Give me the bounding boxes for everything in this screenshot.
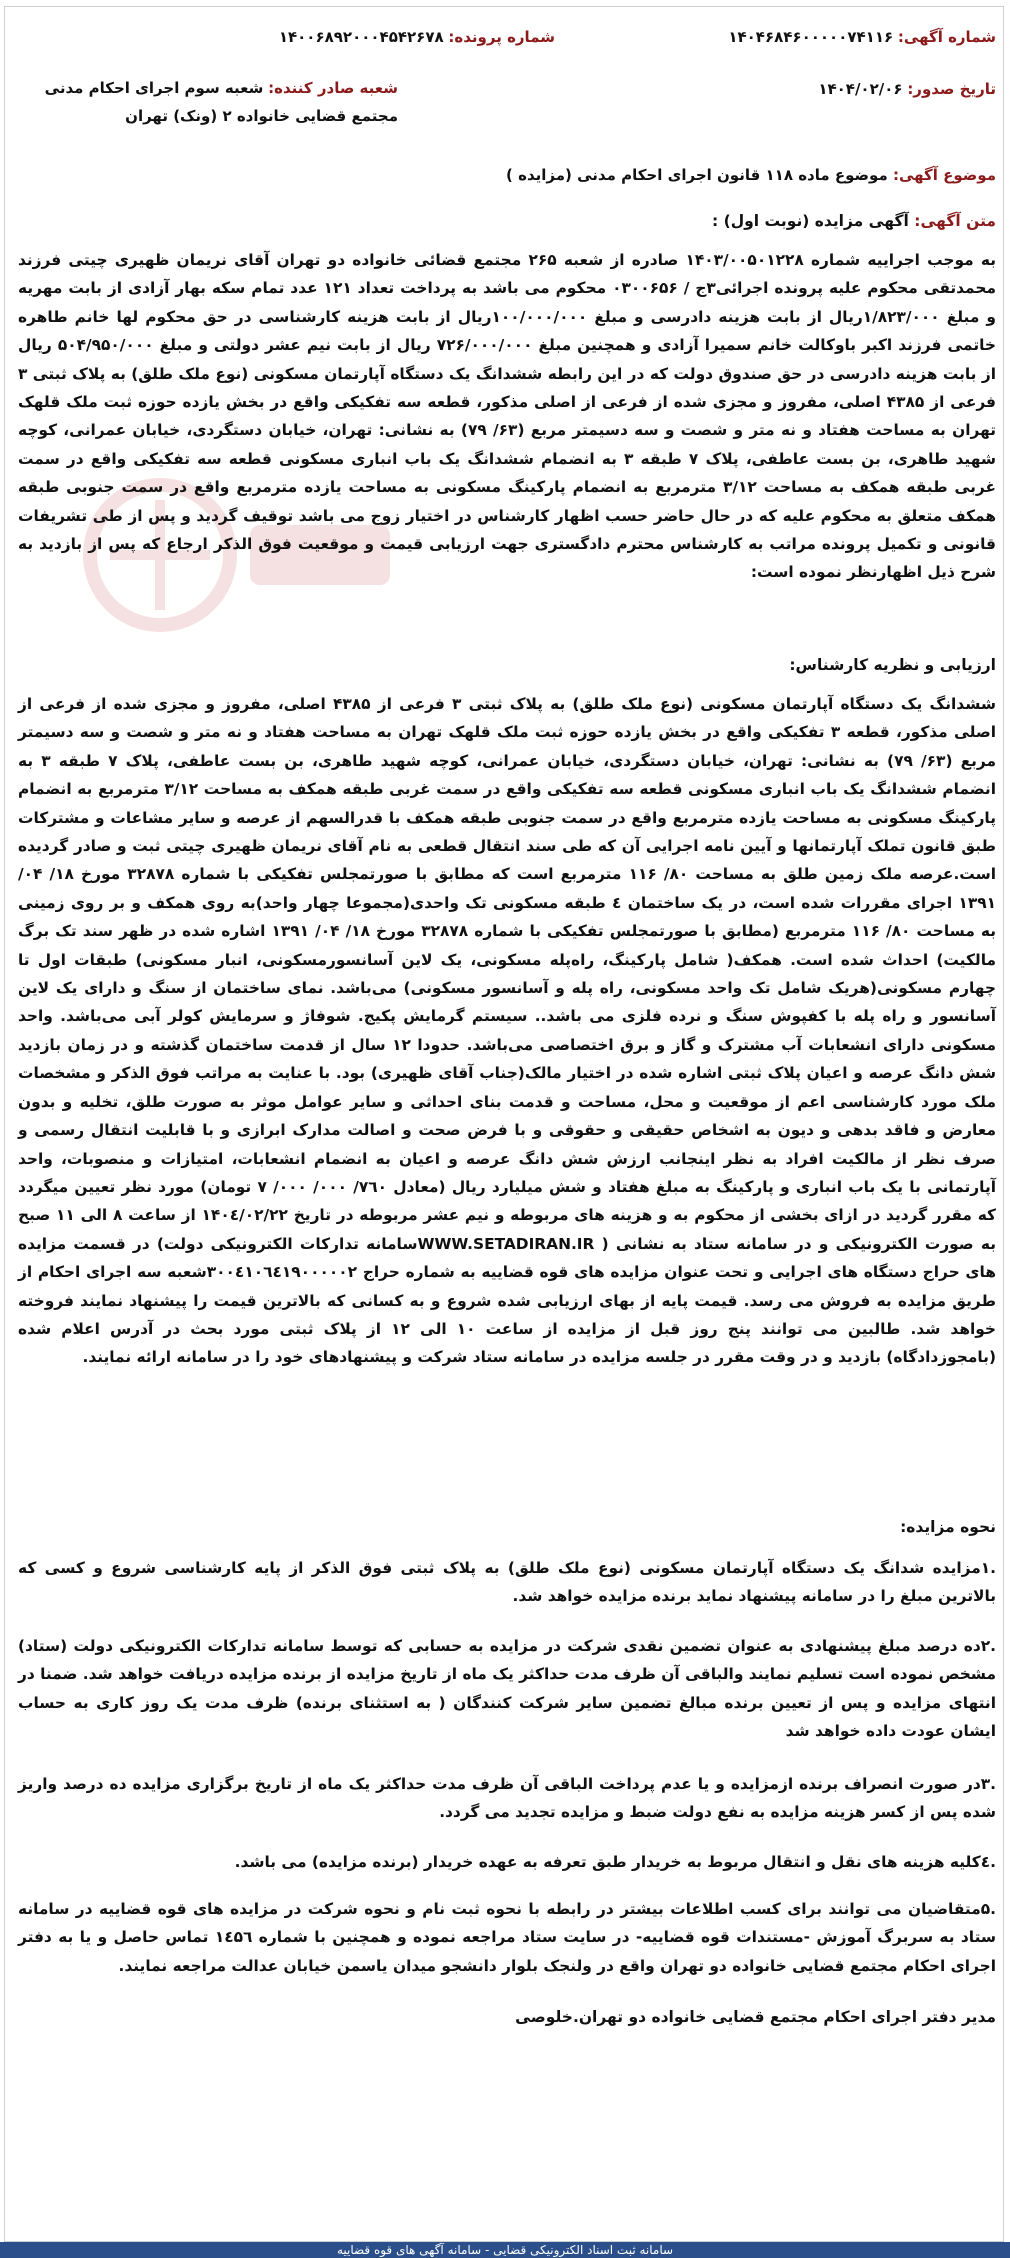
- text-title-row: [712, 212, 996, 230]
- method-heading: نحوه مزایده:: [900, 1518, 996, 1536]
- issuing-branch: شعبه سوم اجرای احکام مدنی مجتمع قضایی خانواده ۲ (ونک) تهران: [44, 79, 398, 125]
- issue-date-row: [818, 78, 996, 100]
- case-number-row: [279, 26, 555, 48]
- issuing-branch-row: [6, 74, 398, 130]
- method-item-1: .۱مزایده شدانگ یک دستگاه آپارتمان مسکونی (نوع ملک طلق) به پلاک ثبتی فوق الذکر از پایه کارشناسی شروع و کسی که بالاترین مبلغ را در سامانه پیشنهاد نماید برنده مزایده خواهد شد.: [18, 1559, 996, 1606]
- subject-text: موضوع ماده ۱۱۸ قانون اجرای احکام مدنی (مزایده ): [506, 166, 888, 184]
- signature: مدیر دفتر اجرای احکام مجتمع قضایی خانواده دو تهران.خلوصی: [515, 2008, 996, 2026]
- case-number: ۱۴۰۰۶۸۹۲۰۰۰۴۵۴۲۶۷۸: [278, 28, 444, 46]
- issue-date-label: تاریخ صدور:: [907, 80, 996, 98]
- text-title: آگهی مزایده (نوبت اول) :: [712, 212, 909, 230]
- assessment-heading: ارزیابی و نظریه کارشناس:: [789, 656, 996, 674]
- method-item-4: .٤کلیه هزینه های نقل و انتقال مربوط به خریدار طبق تعرفه به عهده خریدار (برنده مزایده) می باشد.: [234, 1853, 996, 1871]
- assessment-paragraph: ششدانگ یک دستگاه آپارتمان مسکونی (نوع ملک طلق) به پلاک ثبتی ۳ فرعی از ۴۳۸۵ اصلی، مفروز و مجزی شده از فرعی از اصلی مذکور، قطعه ۳ تفکیکی واقع در بخش یازده حوزه ثبت ملک قلهک تهران به مساحت هفتاد و نه متر و شصت و سه دسیمتر مربع (۶۳/ ۷۹) به نشانی: تهران، خیابان دستگردی، خیابان عمرانی، کوچه شهید طاهری، بن بست عاطفی، پلاک ۷ طبقه ۳ به انضمام ششدانگ یک باب انباری مسکونی قطعه سه تفکیکی واقع در سمت غربی طبقه همکف به مساحت ۳/۱۲ مترمربع به انضمام پارکینگ مسکونی به مساحت یازده مترمربع واقع در سمت جنوبی طبقه همکف با قدرالسهم از عرصه و سایر مشاعات و مشترکات طبق قانون تملک آپارتمانها و آیین نامه اجرایی آن که طی سند انتقال قطعی به نام آقای نریمان ظهیری چیتی ثبت و صادر گردیده است.عرصه ملک زمین طلق به مساحت ۸۰/ ۱۱۶ مترمربع است که مطابق با صورتمجلس تفکیکی با شماره ۳۲۸۷۸ مورخ ۱۸/ ۰۴/ ۱۳۹۱ اجرای مقررات شده است، در یک ساختمان ٤ طبقه مسکونی تک واحدی(مجموعا چهار واحد)به روی همکف و بر روی زمینی به مساحت ۸۰/ ۱۱۶ مترمربع (مطابق با صورتمجلس تفکیکی با شماره ۳۲۸۷۸ مورخ ۱۸/ ۰۴/ ۱۳۹۱ اشاره شده در ظهر سند تک برگ مالکیت) احداث شده است. همکف( شامل پارکینگ، راه‌پله مسکونی، یک لاین آسانسورمسکونی، انبار مسکونی) طبقات اول تا چهارم مسکونی(هریک شامل تک واحد مسکونی، راه پله و آسانسور مسکونی) می‌باشد. نمای ساختمان از سنگ و دارای یک لاین آسانسور و راه پله با کفپوش سنگ و نرده فلزی می باشد.. سیستم گرمایش پکیج. شوفاژ و سرمایش کولر آبی می‌باشد. واحد مسکونی دارای انشعابات آب مشترک و گاز و برق اختصاصی می‌باشد. حدودا ۱۲ سال از قدمت ساختمان گذشته و در زمان بازدید شش دانگ عرصه و اعیان پلاک ثبتی اشاره شده در اختیار مالک(جناب آقای ظهیری) بود. با عنایت به مراتب فوق الذکر و مشخصات ملک مورد کارشناسی اعم از موقعیت و محل، مساحت و قدمت بنای احداثی و سایر عوامل موثر به صورت طلق، تخلیه و بدون معارض و فاقد بدهی و دیون به اشخاص حقیقی و حقوقی و با فرض صحت و اصالت مدارک ابرازی و با قابلیت انتقال رسمی و صرف نظر از مالکیت افراد به نظر اینجانب ارزش شش دانگ عرصه و اعیان به انضمام انشعابات، امتیازات و منصوبات، واحد آپارتمانی با یک باب انباری و پارکینگ به مبلغ هفتاد و شش میلیارد ریال (معادل ۷٦۰/ ۰۰۰/ ۰۰۰/ ۷ تومان) مورد نظر تعیین میگردد که مقرر گردید در ازای بخشی از محکوم به و هزینه های مربوطه و نیم عشر مربوطه در تاریخ ۱۴۰٤/۰۲/۲۲ از ساعت ۸ الی ۱۱ صبح به صورت الکترونیکی و در سامانه ستاد به نشانی ( WWW.SETADIRAN.IRسامانه تدارکات الکترونیکی دولت) در قسمت مزایده های حراج دستگاه های اجرایی و تحت عنوان مزایده های قوه قضاییه به شماره حراج ۳۰۰٤۱۰٦٤۱۹۰۰۰۰۰۲شعبه سه اجرای احکام از طریق مزایده به فروش می رسد. قیمت پایه از بهای ارزیابی شده شروع و به کسانی که بالاترین قیمت را پیشنهاد نمایند فروخته خواهد شد. طالبین می توانند پنج روز قبل از مزایده از ساعت ۱۰ الی ۱۲ از پلاک ثبتی مورد بحث در آدرس اعلام شده (بامجوزدادگاه) بازدید و در وقت مقرر در جلسه مزایده در سامانه ستاد شرکت و پیشنهادهای خود را در سامانه ارائه نمایند.: [18, 695, 997, 1367]
- ad-number: ۱۴۰۴۶۸۴۶۰۰۰۰۰۷۴۱۱۶: [728, 28, 894, 46]
- method-item-5: .۵متقاضیان می توانند برای کسب اطلاعات بیشتر در رابطه با نحوه ثبت نام و نحوه شرکت در مزایده های قوه قضاییه در سامانه ستاد به سربرگ آموزش -مستندات قوه قضاییه- در سایت ستاد مراجعه نموده و همچنین با شماره ۱٤۵٦ تماس حاصل و یا به دفتر اجرای احکام مجتمع قضایی خانواده دو تهران واقع در ولنجک بلوار دانشجو میدان یاسمن خیابان عدالت مراجعه نمایند.: [18, 1900, 997, 1975]
- issuing-branch-label: شعبه صادر کننده:: [268, 79, 398, 97]
- footer-bar: سامانه ثبت اسناد الکترونیکی قضایی - سامانه آگهی های قوه قضاییه: [0, 2242, 1010, 2258]
- case-number-label: شماره پرونده:: [448, 28, 555, 46]
- issue-date: ۱۴۰۴/۰۲/۰۶: [818, 80, 903, 98]
- subject-label: موضوع آگهی:: [892, 166, 996, 184]
- ad-number-row: [728, 26, 996, 48]
- intro-paragraph: به موجب اجراییه شماره ۱۴۰۳/۰۰۵۰۱۲۲۸ صادره از شعبه ۲۶۵ مجتمع قضائی خانواده دو تهران آقای نریمان ظهیری چیتی فرزند محمدتقی محکوم علیه پرونده اجرائی۳ج / ۰۳۰۰۶۵۶ محکوم می باشد به پرداخت تعداد ۱۲۱ عدد تمام سکه بهار آزادی از بابت مهریه و مبلغ ۱/۸۲۳/۰۰۰ریال از بابت هزینه دادرسی و مبلغ ۱۰۰/۰۰۰/۰۰۰ریال از بابت هزینه کارشناسی در حق محکوم لها خانم طاهره خاتمی فرزند اکبر باوکالت خانم سمیرا آزادی و همچنین مبلغ ۷۲۶/۰۰۰/۰۰۰ ریال از بابت نیم عشر دولتی و مبلغ ۵۰۴/۹۵۰/۰۰۰ ریال از بابت هزینه دادرسی در حق صندوق دولت که در این رابطه ششدانگ یک دستگاه آپارتمان مسکونی (نوع ملک طلق) به پلاک ثبتی ۳ فرعی از ۴۳۸۵ اصلی، مفروز و مجزی شده از فرعی از اصلی مذکور، قطعه سه تفکیکی واقع در بخش یازده حوزه ثبت ملک قلهک تهران به مساحت هفتاد و نه متر و شصت و سه دسیمتر مربع (۶۳/ ۷۹) به نشانی: تهران، خیابان دستگردی، خیابان عمرانی، کوچه شهید طاهری، بن بست عاطفی، پلاک ۷ طبقه ۳ به انضمام ششدانگ یک باب انباری مسکونی قطعه سه تفکیکی واقع در سمت غربی طبقه همکف به مساحت ۳/۱۲ مترمربع به انضمام پارکینگ مسکونی به مساحت یازده مترمربع واقع در سمت جنوبی طبقه همکف متعلق به محکوم علیه که در حال حاضر حسب اظهار کارشناس در اختیار زوج می باشد توقیف گردید و پس از طی تشریفات قانونی و تکمیل پرونده مراتب به کارشناس محترم دادگستری جهت ارزیابی قیمت و موقعیت فوق الذکر ارجاع که پس از بازدید به شرح ذیل اظهارنظر نموده است:: [18, 251, 997, 582]
- text-label: متن آگهی:: [914, 212, 996, 230]
- ad-number-label: شماره آگهی:: [897, 28, 996, 46]
- method-item-2: .۲ده درصد مبلغ پیشنهادی به عنوان تضمین نقدی شرکت در مزایده به حسابی که توسط سامانه تدارکات الکترونیکی دولت (ستاد) مشخص نموده است تسلیم نمایند والباقی آن ظرف مدت حداکثر یک ماه از تاریخ مزایده از برنده مزایده دریافت خواهد شد. ضمنا در انتهای مزایده و پس از تعیین برنده مبالغ تضمین سایر شرکت کنندگان ( به استثنای برنده) ظرف مدت یک روز کاری به حساب ایشان عودت داده خواهد شد: [18, 1637, 996, 1741]
- method-item-3: .۳در صورت انصراف برنده ازمزایده و یا عدم پرداخت الباقی آن ظرف مدت حداکثر یک ماه از تاریخ برگزاری مزایده ده درصد واریز شده پس از کسر هزینه مزایده به نفع دولت ضبط و مزایده تجدید می گردد.: [18, 1775, 996, 1822]
- subject-row: [506, 166, 996, 184]
